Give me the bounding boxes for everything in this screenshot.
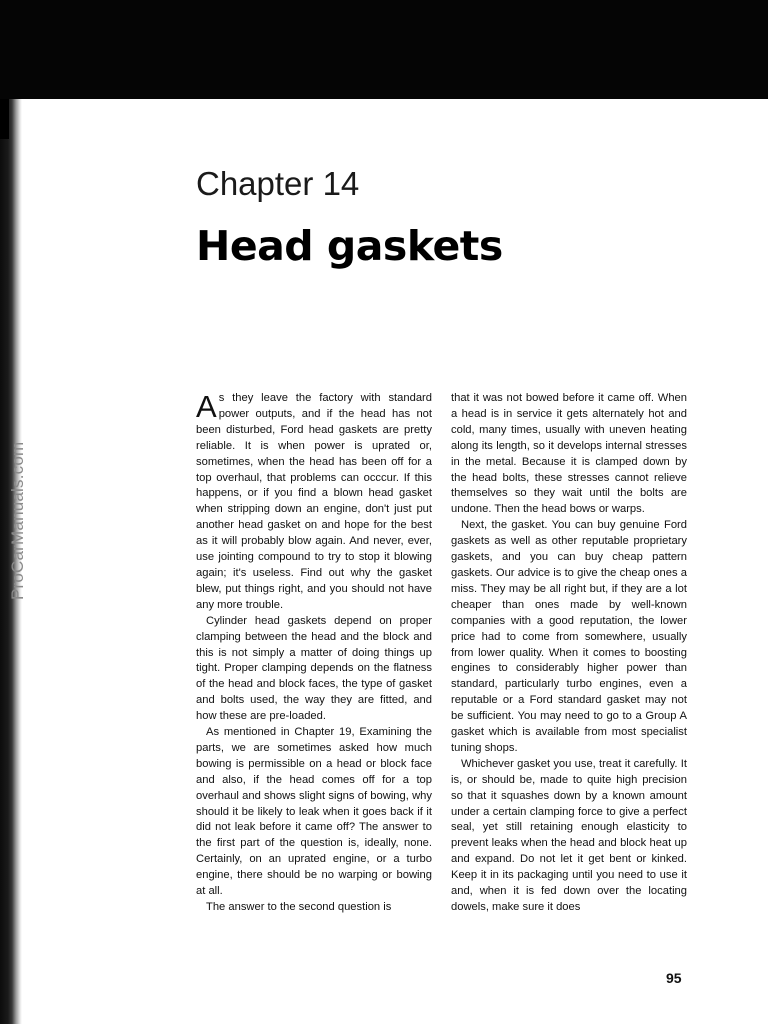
left-column xyxy=(196,391,432,916)
paragraph: Cylinder head gaskets depend on proper clamping between the head and the block and this is not simply a matter of doing things up tight. Proper clamping depends on the flatness of the head and block faces, the type of gasket and bolts used, the way they are fitted, and how these are pre-loaded. xyxy=(196,614,432,723)
paragraph: As mentioned in Chapter 19, Examining the parts, we are sometimes asked how much bowing is permissible on a head or block face and also, if the head comes off for a top overhaul and shows slight signs of bowing, why should it be likely to leak when it goes back if it did not leak before it came off? The answer to the first part of the question is, ideally, none. Certainly, on an uprated engine, or a turbo engine, there should be no warping or bowing at all. xyxy=(196,726,432,898)
right-column xyxy=(451,391,687,916)
paragraph xyxy=(196,391,432,614)
drop-cap: A xyxy=(196,389,217,424)
page-number: 95 xyxy=(666,970,682,986)
chapter-title: Head gaskets xyxy=(196,222,503,270)
paragraph: Next, the gasket. You can buy genuine Ford gaskets as well as other reputable proprietary gaskets, and you can buy cheap pattern gaskets. Our advice is to give the cheap ones a miss. They may be all right but, if they are a lot cheaper than ones made by well-known companies with a good reputation, the lower price had to come from somewhere, usually from lower quality. When it comes to boosting engines to considerably higher power than standard, particularly turbo engines, even a reputable or a Ford standard gasket may not be sufficient. You may need to go to a Group A gasket which is available from most specialist tuning shops. xyxy=(451,519,687,754)
chapter-label: Chapter 14 xyxy=(196,165,360,202)
paragraph-text: s they leave the factory with standard power outputs, and if the head has not been disturbed, Ford head gaskets are pretty reliable. It is when power is uprated or, sometimes, when the head has been off for a top overhaul, that problems can occcur. If this happens, or if you find a blown head gasket when stripping down an engine, don't just put another head gasket on and hope for the best as it will probably blow again. And never, ever, use jointing compound to try to stop it blowing again; it's useless. Find out why the gasket blew, put things right, and you should not have any more trouble. xyxy=(196,392,432,611)
scan-top-band xyxy=(0,0,768,99)
paragraph: The answer to the second question is xyxy=(206,901,392,913)
paragraph: that it was not bowed before it came off. When a head is in service it gets alternately hot and cold, many times, usually with uneven heating along its length, so it develops internal stresses in the metal. Because it is clamped down by the head bolts, these stresses cannot relieve themselves so they wait until the bolts are undone. Then the head bows or warps. xyxy=(451,392,687,516)
watermark: ProCarManuals.com xyxy=(8,441,27,600)
paragraph: Whichever gasket you use, treat it carefully. It is, or should be, made to quite high precision so that it squashes down by a known amount under a certain clamping force to give a perfect seal, yet still retaining enough elasticity to prevent leaks when the head and block heat up and expand. Do not let it get bent or kinked. Keep it in its packaging until you need to use it and, when it is fed down over the locating dowels, make sure it does xyxy=(451,757,687,913)
